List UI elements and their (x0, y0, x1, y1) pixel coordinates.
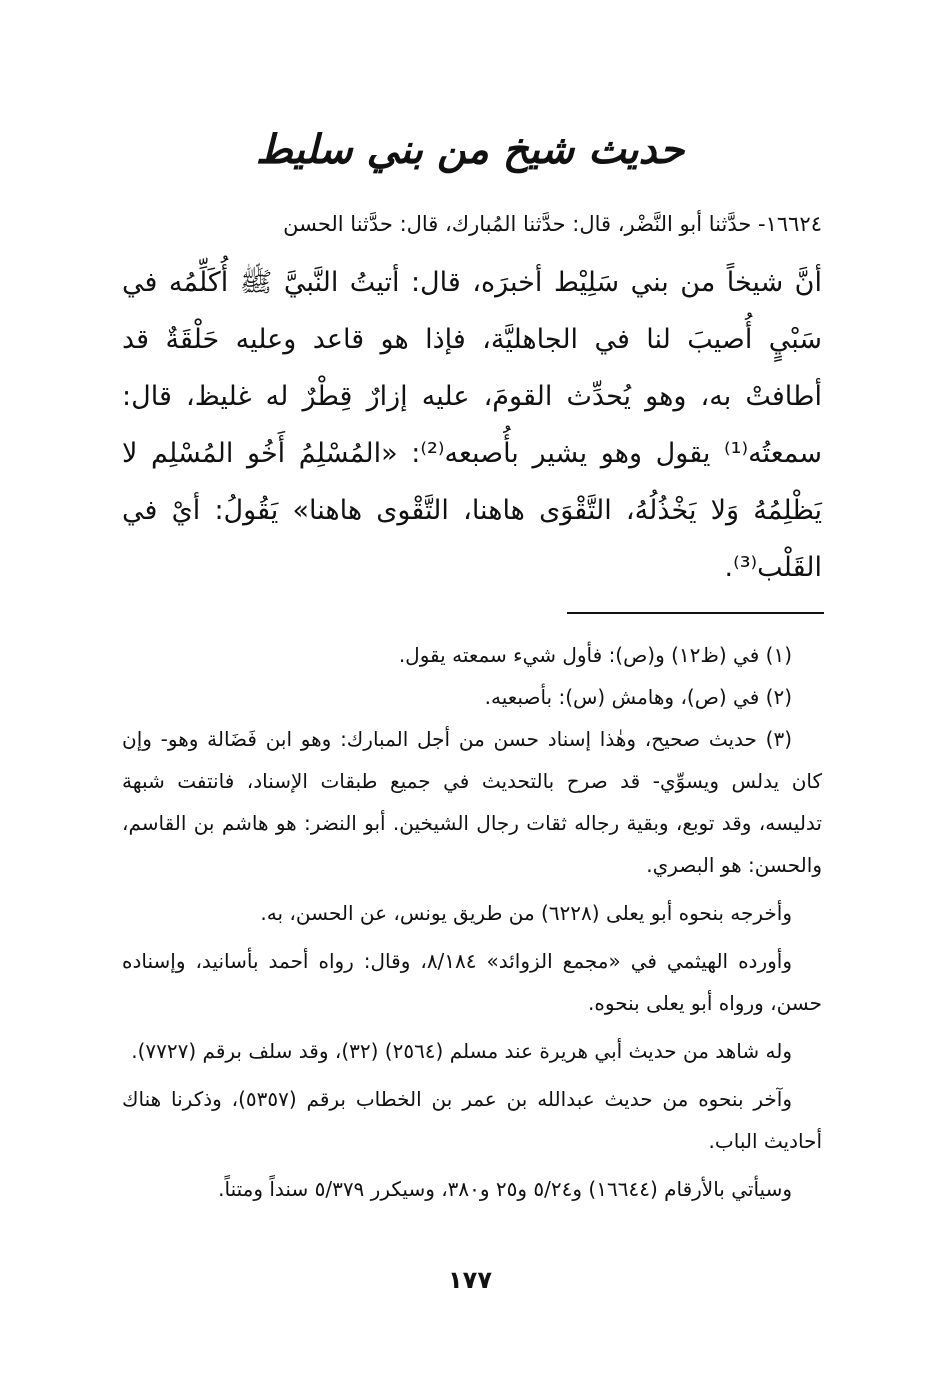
footnote-paragraph: وله شاهد من حديث أبي هريرة عند مسلم (٢٥٦٤) (٣٢)، وقد سلف برقم (٧٧٢٧). (131, 1039, 792, 1063)
hadith-block (122, 204, 822, 596)
page-number: ١٧٧ (448, 1266, 492, 1294)
footnote-2: (٢) في (ص)، وهامش (س): بأصبعيه. (484, 685, 792, 709)
footnote-paragraph: وسيأتي بالأرقام (١٦٦٤٤) و٥/٢٤ و٢٥ و٣٨٠، وسيكرر ٥/٣٧٩ سنداً ومتناً. (218, 1177, 792, 1201)
footnotes-section (122, 634, 822, 1210)
hadith-isnad-header: ١٦٦٢٤- حدَّثنا أبو النَّضْر، قال: حدَّثنا المُبارك، قال: حدَّثنا الحسن (283, 212, 822, 236)
footnote-paragraph: وأورده الهيثمي في «مجمع الزوائد» ٨/١٨٤، وقال: رواه أحمد بأسانيد، وإسناده حسن، ورواه أبو يعلى بنحوه. (122, 949, 822, 1015)
footnote-paragraph: وأخرجه بنحوه أبو يعلى (٦٢٢٨) من طريق يونس، عن الحسن، به. (260, 901, 792, 925)
footnote-3: (٣) حديث صحيح، وهٰذا إسناد حسن من أجل المبارك: وهو ابن فَضَالة وهو- وإن كان يدلس ويسوِّي- قد صرح بالتحديث في جميع طبقات الإسناد، فانتفت شبهة تدليسه، وقد توبع، وبقية رجاله ثقات رجال الشيخين. أبو النضر: هو هاشم بن القاسم، والحسن: هو البصري. (122, 727, 822, 877)
chapter-title: حديث شيخ من بني سليط (255, 126, 685, 173)
footnote-paragraph: وآخر بنحوه من حديث عبدالله بن عمر بن الخطاب برقم (٥٣٥٧)، وذكرنا هناك أحاديث الباب. (122, 1087, 822, 1153)
hadith-body: أنَّ شيخاً من بني سَلِيْط أخبرَه، قال: أتيتُ النَّبيَّ ﷺ أُكَلِّمُه في سَبْيٍ أُصيبَ لنا في الجاهليَّة، فإذا هو قاعد وعليه حَلْقَةٌ قد أطافتْ به، وهو يُحدِّث القومَ، عليه إزارٌ قِطْرٌ له غليظ، قال: سمعتُه⁽¹⁾ يقول وهو يشير بأُصبعه⁽²⁾: «المُسْلِمُ أَخُو المُسْلِم لا يَظْلِمُهُ وَلا يَخْذُلُهُ، التَّقْوَى هاهنا، التَّقْوى هاهنا» يَقُولُ: أيْ في القَلْب⁽³⁾. (122, 267, 822, 583)
footnote-divider (567, 612, 824, 614)
footnote-1: (١) في (ظ١٢) و(ص): فأول شيء سمعته يقول. (398, 643, 792, 667)
